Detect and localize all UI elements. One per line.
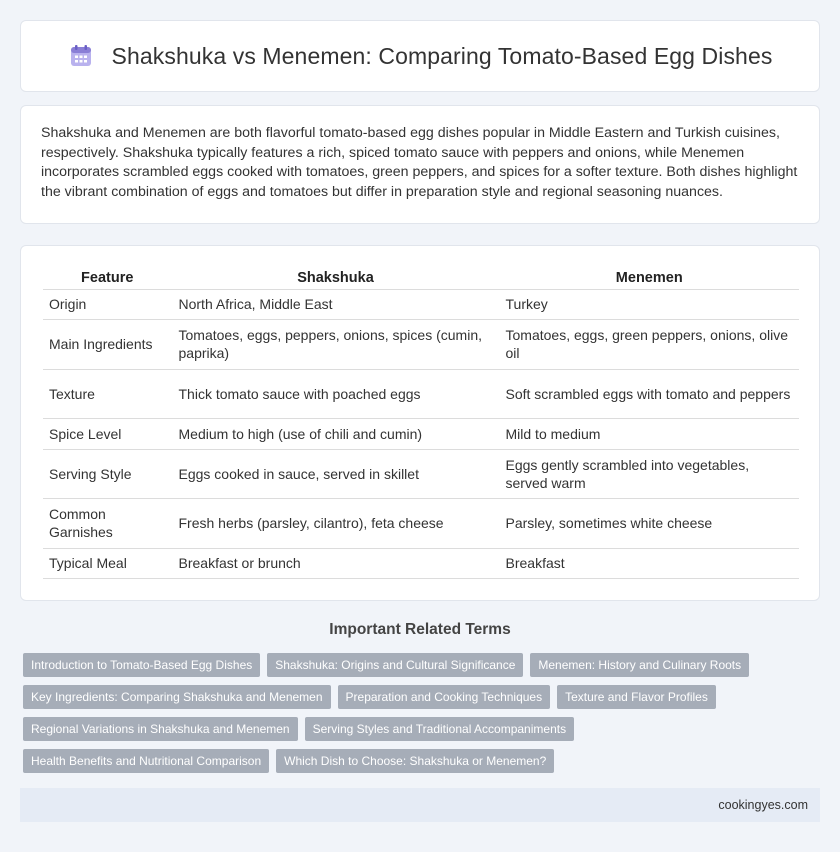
related-terms-tags <box>23 653 803 781</box>
related-term-tag[interactable]: Menemen: History and Culinary Roots <box>530 653 749 677</box>
column-header-menemen: Menemen <box>499 266 799 289</box>
table-cell-menemen: Mild to medium <box>499 418 799 449</box>
title-wrap <box>68 43 773 70</box>
table-cell-menemen: Breakfast <box>499 548 799 578</box>
related-term-tag[interactable]: Texture and Flavor Profiles <box>557 685 716 709</box>
table-row <box>43 548 799 578</box>
table-cell-menemen: Eggs gently scrambled into vegetables, served warm <box>499 449 799 498</box>
intro-card <box>20 105 820 224</box>
footer <box>20 788 820 822</box>
table-row <box>43 289 799 319</box>
related-term-tag[interactable]: Which Dish to Choose: Shakshuka or Menemen? <box>276 749 554 773</box>
table-row <box>43 418 799 449</box>
table-row <box>43 319 799 369</box>
intro-paragraph: Shakshuka and Menemen are both flavorful tomato-based egg dishes popular in Middle Eastern and Turkish cuisines, respectively. Shakshuka typically features a rich, spiced tomato sauce with peppers and onions, while Menemen incorporates scrambled eggs cooked with tomatoes, green peppers, and spices for a softer texture. Both dishes highlight the vibrant combination of eggs and tomatoes but differ in preparation style and regional seasoning nuances. <box>41 125 798 200</box>
related-term-tag[interactable]: Serving Styles and Traditional Accompaniments <box>305 717 574 741</box>
table-row <box>43 498 799 548</box>
table-cell-shakshuka: Eggs cooked in sauce, served in skillet <box>172 449 499 498</box>
footer-site-link[interactable]: cookingyes.com <box>718 798 808 812</box>
related-term-tag[interactable]: Health Benefits and Nutritional Comparison <box>23 749 269 773</box>
table-cell-menemen: Soft scrambled eggs with tomato and peppers <box>499 369 799 418</box>
table-cell-shakshuka: Tomatoes, eggs, peppers, onions, spices (cumin, paprika) <box>172 319 499 369</box>
tag-row <box>23 749 803 773</box>
related-term-tag[interactable]: Preparation and Cooking Techniques <box>338 685 551 709</box>
related-terms-title: Important Related Terms <box>329 621 511 638</box>
table-cell-feature: Typical Meal <box>43 548 172 578</box>
tag-row <box>23 685 803 709</box>
table-cell-feature: Main Ingredients <box>43 319 172 369</box>
table-cell-shakshuka: Medium to high (use of chili and cumin) <box>172 418 499 449</box>
table-cell-menemen: Parsley, sometimes white cheese <box>499 498 799 548</box>
column-header-shakshuka: Shakshuka <box>172 266 499 289</box>
comparison-table-card <box>20 245 820 601</box>
table-cell-feature: Serving Style <box>43 449 172 498</box>
table-header-row <box>43 266 799 289</box>
related-term-tag[interactable]: Introduction to Tomato-Based Egg Dishes <box>23 653 260 677</box>
tag-row <box>23 717 803 741</box>
table-cell-feature: Common Garnishes <box>43 498 172 548</box>
table-cell-shakshuka: Breakfast or brunch <box>172 548 499 578</box>
table-cell-feature: Texture <box>43 369 172 418</box>
table-cell-feature: Spice Level <box>43 418 172 449</box>
header-card <box>20 20 820 92</box>
calendar-icon <box>68 43 94 69</box>
table-cell-shakshuka: Fresh herbs (parsley, cilantro), feta cheese <box>172 498 499 548</box>
table-row <box>43 449 799 498</box>
related-term-tag[interactable]: Regional Variations in Shakshuka and Menemen <box>23 717 298 741</box>
table-cell-shakshuka: Thick tomato sauce with poached eggs <box>172 369 499 418</box>
table-cell-menemen: Turkey <box>499 289 799 319</box>
comparison-table <box>43 266 799 579</box>
table-cell-feature: Origin <box>43 289 172 319</box>
page-title: Shakshuka vs Menemen: Comparing Tomato-Based Egg Dishes <box>111 42 773 69</box>
table-cell-shakshuka: North Africa, Middle East <box>172 289 499 319</box>
column-header-feature: Feature <box>43 266 172 289</box>
related-term-tag[interactable]: Key Ingredients: Comparing Shakshuka and Menemen <box>23 685 331 709</box>
table-row <box>43 369 799 418</box>
table-cell-menemen: Tomatoes, eggs, green peppers, onions, olive oil <box>499 319 799 369</box>
tag-row <box>23 653 803 677</box>
related-term-tag[interactable]: Shakshuka: Origins and Cultural Significance <box>267 653 523 677</box>
